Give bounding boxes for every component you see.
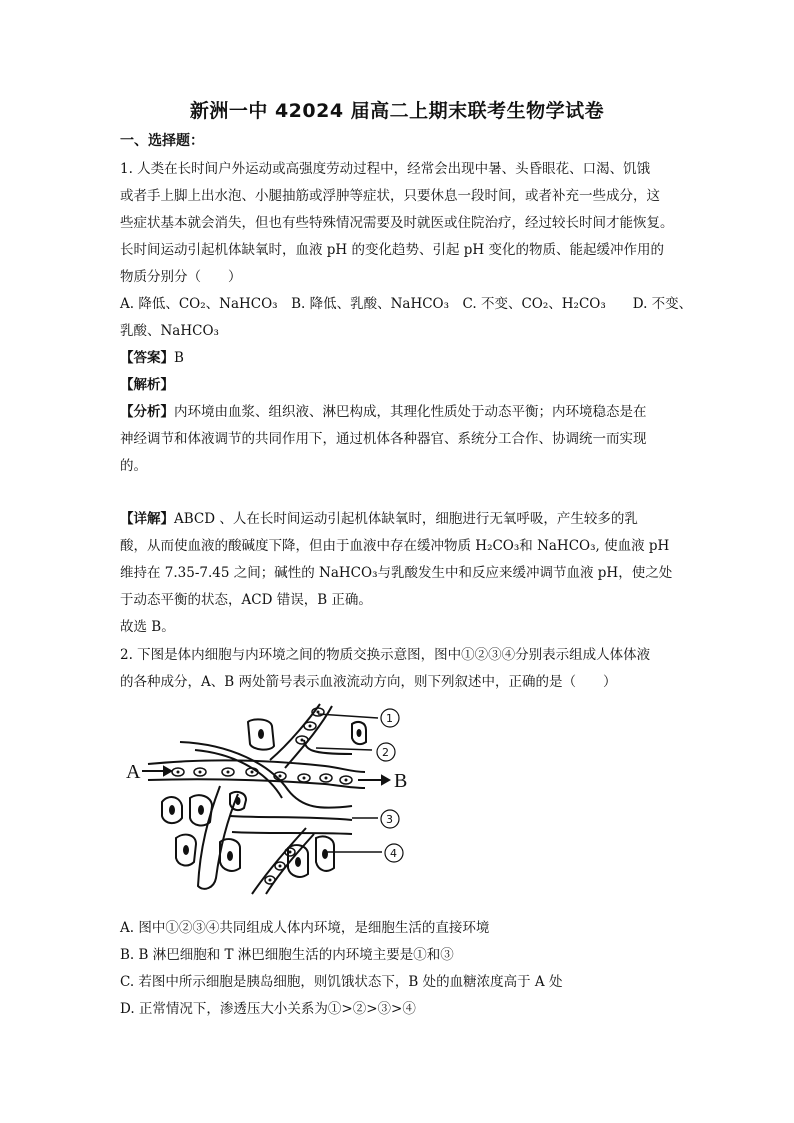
fenxi-text: 内环境由血浆、组织液、淋巴构成，其理化性质处于动态平衡；内环境稳态是在 — [174, 404, 647, 420]
fenxi-tag: 【分析】 — [120, 404, 174, 420]
q1-xiangjie-line — [120, 507, 638, 527]
q1-stem-line: 长时间运动引起机体缺氧时，血液 pH 的变化趋势、引起 pH 变化的物质、能起缓冲作用的 — [120, 242, 664, 258]
q1-fenxi-line: 神经调节和体液调节的共同作用下，通过机体各种器官、系统分工合作、协调统一而实现 — [120, 431, 647, 447]
xiangjie-tag: 【详解】 — [120, 511, 174, 527]
q1-fenxi-line: 的。 — [120, 458, 147, 474]
q2-option: C. 若图中所示细胞是胰岛细胞，则饥饿状态下，B 处的血糖浓度高于 A 处 — [120, 974, 563, 990]
q1-options-line: 乳酸、NaHCO₃ — [120, 323, 219, 339]
q1-stem-line: 1. 人类在长时间户外运动或高强度劳动过程中，经常会出现中暑、头昏眼花、口渴、饥饿 — [120, 161, 651, 177]
q1-options-line: A. 降低、CO₂、NaHCO₃ B. 降低、乳酸、NaHCO₃ C. 不变、CO₂、H₂CO₃ D. 不变、 — [120, 296, 693, 312]
q1-analysis-tag — [120, 373, 174, 393]
q1-answer — [120, 346, 184, 366]
q1-xiangjie-line: 维持在 7.35-7.45 之间；碱性的 NaHCO₃与乳酸发生中和反应来缓冲调节血液 pH，使之处 — [120, 565, 673, 581]
vessel-outlines — [148, 704, 365, 894]
q1-xiangjie-line: 酸，从而使血液的酸碱度下降，但由于血液中存在缓冲物质 H₂CO₃和 NaHCO₃, 使血液 pH — [120, 538, 670, 554]
label-3: 3 — [386, 813, 393, 826]
analysis-tag: 【解析】 — [120, 377, 174, 393]
q2-stem-line: 2. 下图是体内细胞与内环境之间的物质交换示意图，图中①②③④分别表示组成人体体液 — [120, 647, 651, 663]
q1-stem-line: 或者手上脚上出水泡、小腿抽筋或浮肿等症状，只要休息一段时间，或者补充一些成分，这 — [120, 188, 660, 204]
label-a: A — [126, 761, 141, 783]
xiangjie-text: ABCD 、人在长时间运动引起机体缺氧时，细胞进行无氧呼吸，产生较多的乳 — [174, 511, 638, 527]
q2-stem-line: 的各种成分，A、B 两处箭号表示血液流动方向，则下列叙述中，正确的是（ ） — [120, 674, 617, 690]
q1-stem-line: 些症状基本就会消失，但也有些特殊情况需要及时就医或住院治疗，经过较长时间才能恢复。 — [120, 215, 674, 231]
q2-option: D. 正常情况下，渗透压大小关系为①>②>③>④ — [120, 1001, 416, 1017]
q2-option: A. 图中①②③④共同组成人体内环境，是细胞生活的直接环境 — [120, 920, 490, 936]
answer-value: B — [174, 350, 184, 366]
answer-tag: 【答案】 — [120, 350, 174, 366]
label-2: 2 — [382, 746, 389, 759]
q1-fenxi-line — [120, 400, 647, 420]
q2-option: B. B 淋巴细胞和 T 淋巴细胞生活的内环境主要是①和③ — [120, 947, 454, 963]
label-b: B — [394, 770, 408, 792]
q1-xiangjie-line: 故选 B。 — [120, 619, 175, 635]
cell-exchange-diagram — [120, 698, 420, 898]
q1-xiangjie-line: 于动态平衡的状态，ACD 错误，B 正确。 — [120, 592, 372, 608]
page-title: 新洲一中 42024 届高二上期末联考生物学试卷 — [189, 100, 605, 122]
section-heading: 一、选择题： — [120, 133, 204, 149]
diagram-svg — [120, 698, 420, 898]
label-1: 1 — [386, 712, 393, 725]
label-4: 4 — [390, 847, 397, 860]
q1-stem-line: 物质分别分（ ） — [120, 269, 242, 285]
